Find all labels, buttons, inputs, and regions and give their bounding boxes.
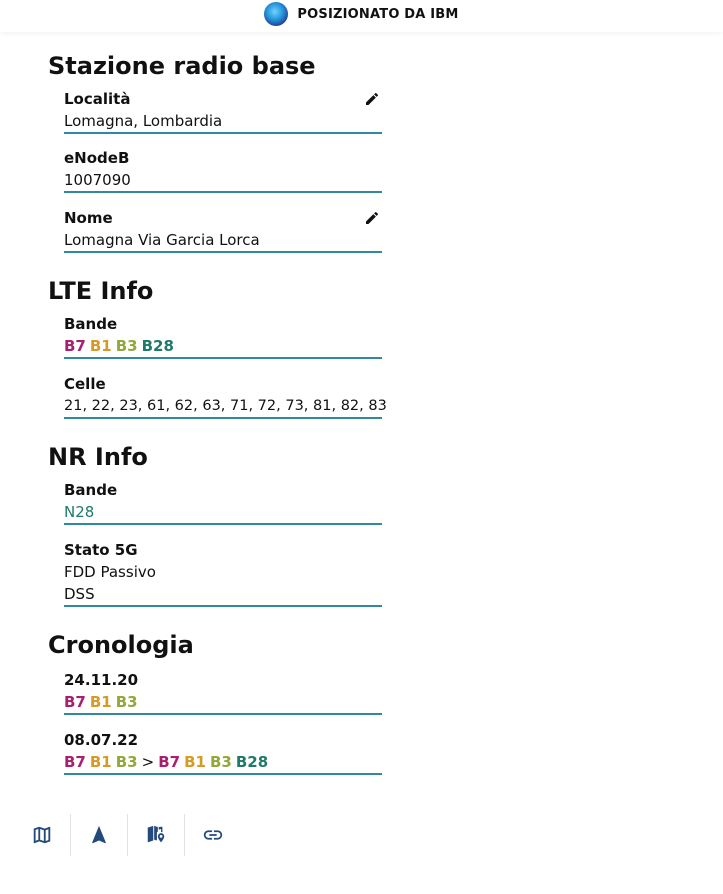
link-button[interactable] bbox=[185, 814, 241, 856]
field-lte-cells bbox=[64, 373, 387, 419]
location-button[interactable] bbox=[128, 814, 185, 856]
positioning-source: POSIZIONATO DA IBM bbox=[297, 6, 459, 22]
band-badge: B28 bbox=[141, 337, 174, 355]
band-list bbox=[64, 691, 382, 713]
field-value: FDD Passivo bbox=[64, 563, 156, 581]
section-title-station: Stazione radio base bbox=[48, 52, 316, 80]
pencil-icon[interactable] bbox=[364, 210, 380, 226]
field-lte-bands bbox=[64, 313, 382, 359]
history-date: 24.11.20 bbox=[64, 671, 139, 689]
operator-logo-icon bbox=[264, 2, 288, 26]
field-label: Località bbox=[64, 90, 131, 108]
field-localita bbox=[64, 88, 382, 134]
section-title-history: Cronologia bbox=[48, 631, 194, 659]
field-label: Celle bbox=[64, 375, 106, 393]
navigation-arrow-icon bbox=[88, 824, 110, 846]
map-icon bbox=[31, 824, 53, 846]
field-label: eNodeB bbox=[64, 149, 130, 167]
field-label: Nome bbox=[64, 209, 113, 227]
band-badge: B1 bbox=[89, 693, 112, 711]
band-badge: B1 bbox=[184, 753, 206, 771]
link-icon bbox=[202, 824, 224, 846]
band-badge: B28 bbox=[235, 753, 269, 771]
band-list bbox=[64, 501, 382, 523]
field-value: Lomagna, Lombardia bbox=[64, 112, 223, 130]
history-entry bbox=[64, 729, 382, 775]
field-nome bbox=[64, 207, 382, 253]
band-badge: B1 bbox=[89, 753, 112, 771]
section-title-nr: NR Info bbox=[48, 443, 148, 471]
site-details bbox=[48, 50, 388, 775]
field-label: Bande bbox=[64, 315, 118, 333]
field-enodeb bbox=[64, 147, 382, 193]
band-list bbox=[64, 751, 382, 773]
section-title-lte: LTE Info bbox=[48, 277, 154, 305]
history-date: 08.07.22 bbox=[64, 731, 139, 749]
band-badge: B3 bbox=[209, 753, 232, 771]
history-entry bbox=[64, 669, 382, 715]
top-bar bbox=[0, 0, 723, 32]
field-value: 21, 22, 23, 61, 62, 63, 71, 72, 73, 81, 82, 83 bbox=[64, 398, 387, 414]
field-5g-status bbox=[64, 539, 382, 607]
band-badge: B7 bbox=[64, 337, 86, 355]
band-badge: B3 bbox=[115, 753, 138, 771]
band-badge: B3 bbox=[115, 337, 138, 355]
change-arrow: > bbox=[141, 753, 155, 771]
field-value: 1007090 bbox=[64, 171, 131, 189]
field-label: Bande bbox=[64, 481, 118, 499]
band-list bbox=[64, 335, 382, 357]
field-value: DSS bbox=[64, 585, 95, 603]
field-nr-bands bbox=[64, 479, 382, 525]
band-badge: B7 bbox=[158, 753, 181, 771]
navigate-button[interactable] bbox=[71, 814, 128, 856]
band-badge: N28 bbox=[64, 503, 95, 521]
band-badge: B7 bbox=[64, 693, 86, 711]
band-badge: B3 bbox=[115, 693, 138, 711]
map-button[interactable] bbox=[14, 814, 71, 856]
field-label: Stato 5G bbox=[64, 541, 138, 559]
field-value: Lomagna Via Garcia Lorca bbox=[64, 231, 260, 249]
bottom-nav bbox=[14, 814, 241, 856]
band-badge: B7 bbox=[64, 753, 86, 771]
band-badge: B1 bbox=[89, 337, 112, 355]
map-marker-icon bbox=[145, 824, 167, 846]
pencil-icon[interactable] bbox=[364, 91, 380, 107]
